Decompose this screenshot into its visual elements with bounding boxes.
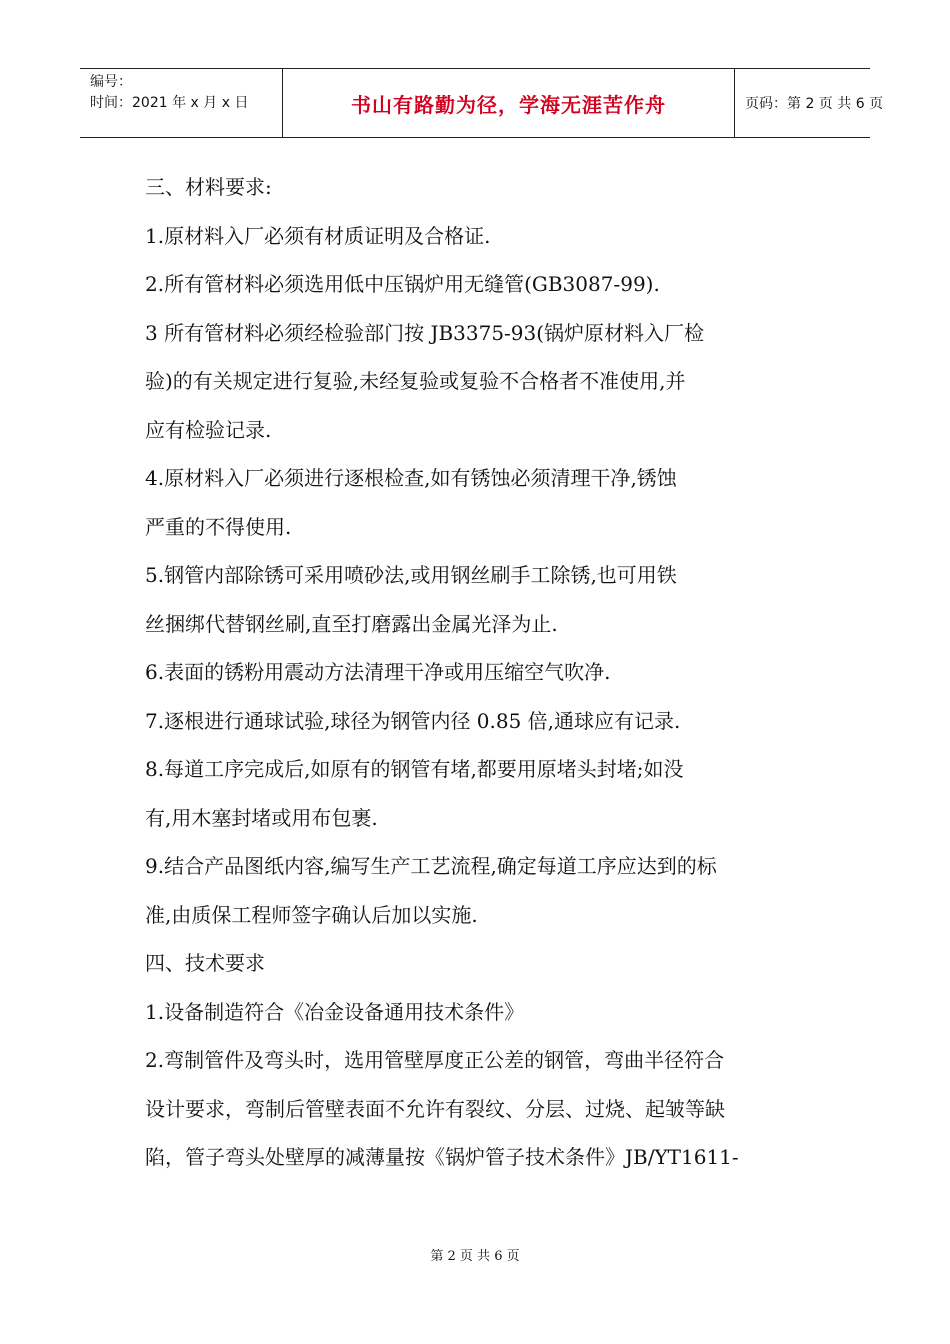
body-line: 4.原材料入厂必须进行逐根检查,如有锈蚀必须清理干净,锈蚀 — [145, 466, 677, 490]
body-line: 应有检验记录. — [145, 417, 272, 442]
body-line: 严重的不得使用. — [145, 514, 292, 539]
document-number-label: 编号： — [90, 74, 132, 90]
body-line: 6.表面的锈粉用震动方法清理干净或用压缩空气吹净. — [145, 660, 611, 684]
section-heading-technical: 四、技术要求 — [145, 951, 265, 975]
body-line: 1.原材料入厂必须有材质证明及合格证. — [145, 223, 491, 248]
body-line: 设计要求，弯制后管壁表面不允许有裂纹、分层、过烧、起皱等缺 — [145, 1096, 725, 1121]
document-body — [145, 163, 815, 1182]
header-motto-cell — [283, 69, 735, 137]
header-motto: 书山有路勤为径，学海无涯苦作舟 — [351, 92, 666, 117]
page-footer: 第 2 页 共 6 页 — [430, 1249, 520, 1264]
document-time-label: 时间：2021 年 x 月 x 日 — [90, 95, 249, 111]
header-meta — [80, 69, 283, 137]
body-line: 准,由质保工程师签字确认后加以实施. — [145, 902, 478, 927]
body-line: 有,用木塞封堵或用布包裹. — [145, 805, 378, 830]
header-page-info: 页码：第 2 页 共 6 页 — [745, 96, 884, 112]
body-line: 丝捆绑代替钢丝刷,直至打磨露出金属光泽为止. — [145, 611, 558, 636]
section-heading-materials: 三、材料要求: — [145, 175, 272, 199]
body-line: 8.每道工序完成后,如原有的钢管有堵,都要用原堵头封堵;如没 — [145, 757, 684, 781]
body-line: 1.设备制造符合《冶金设备通用技术条件》 — [145, 999, 525, 1024]
body-line: 陷，管子弯头处壁厚的减薄量按《锅炉管子技术条件》JB/YT1611- — [145, 1145, 739, 1169]
body-line: 验)的有关规定进行复验,未经复验或复验不合格者不准使用,并 — [145, 369, 686, 393]
body-line: 3 所有管材料必须经检验部门按 JB3375-93(锅炉原材料入厂检 — [145, 320, 705, 345]
body-line: 7.逐根进行通球试验,球径为钢管内径 0.85 倍,通球应有记录. — [145, 708, 681, 733]
page-header — [80, 68, 884, 138]
body-line: 2.弯制管件及弯头时，选用管壁厚度正公差的钢管，弯曲半径符合 — [145, 1048, 725, 1072]
body-line: 9.结合产品图纸内容,编写生产工艺流程,确定每道工序应达到的标 — [145, 854, 717, 878]
body-line: 2.所有管材料必须选用低中压锅炉用无缝管(GB3087-99). — [145, 272, 660, 296]
body-line: 5.钢管内部除锈可采用喷砂法,或用钢丝刷手工除锈,也可用铁 — [145, 563, 677, 587]
